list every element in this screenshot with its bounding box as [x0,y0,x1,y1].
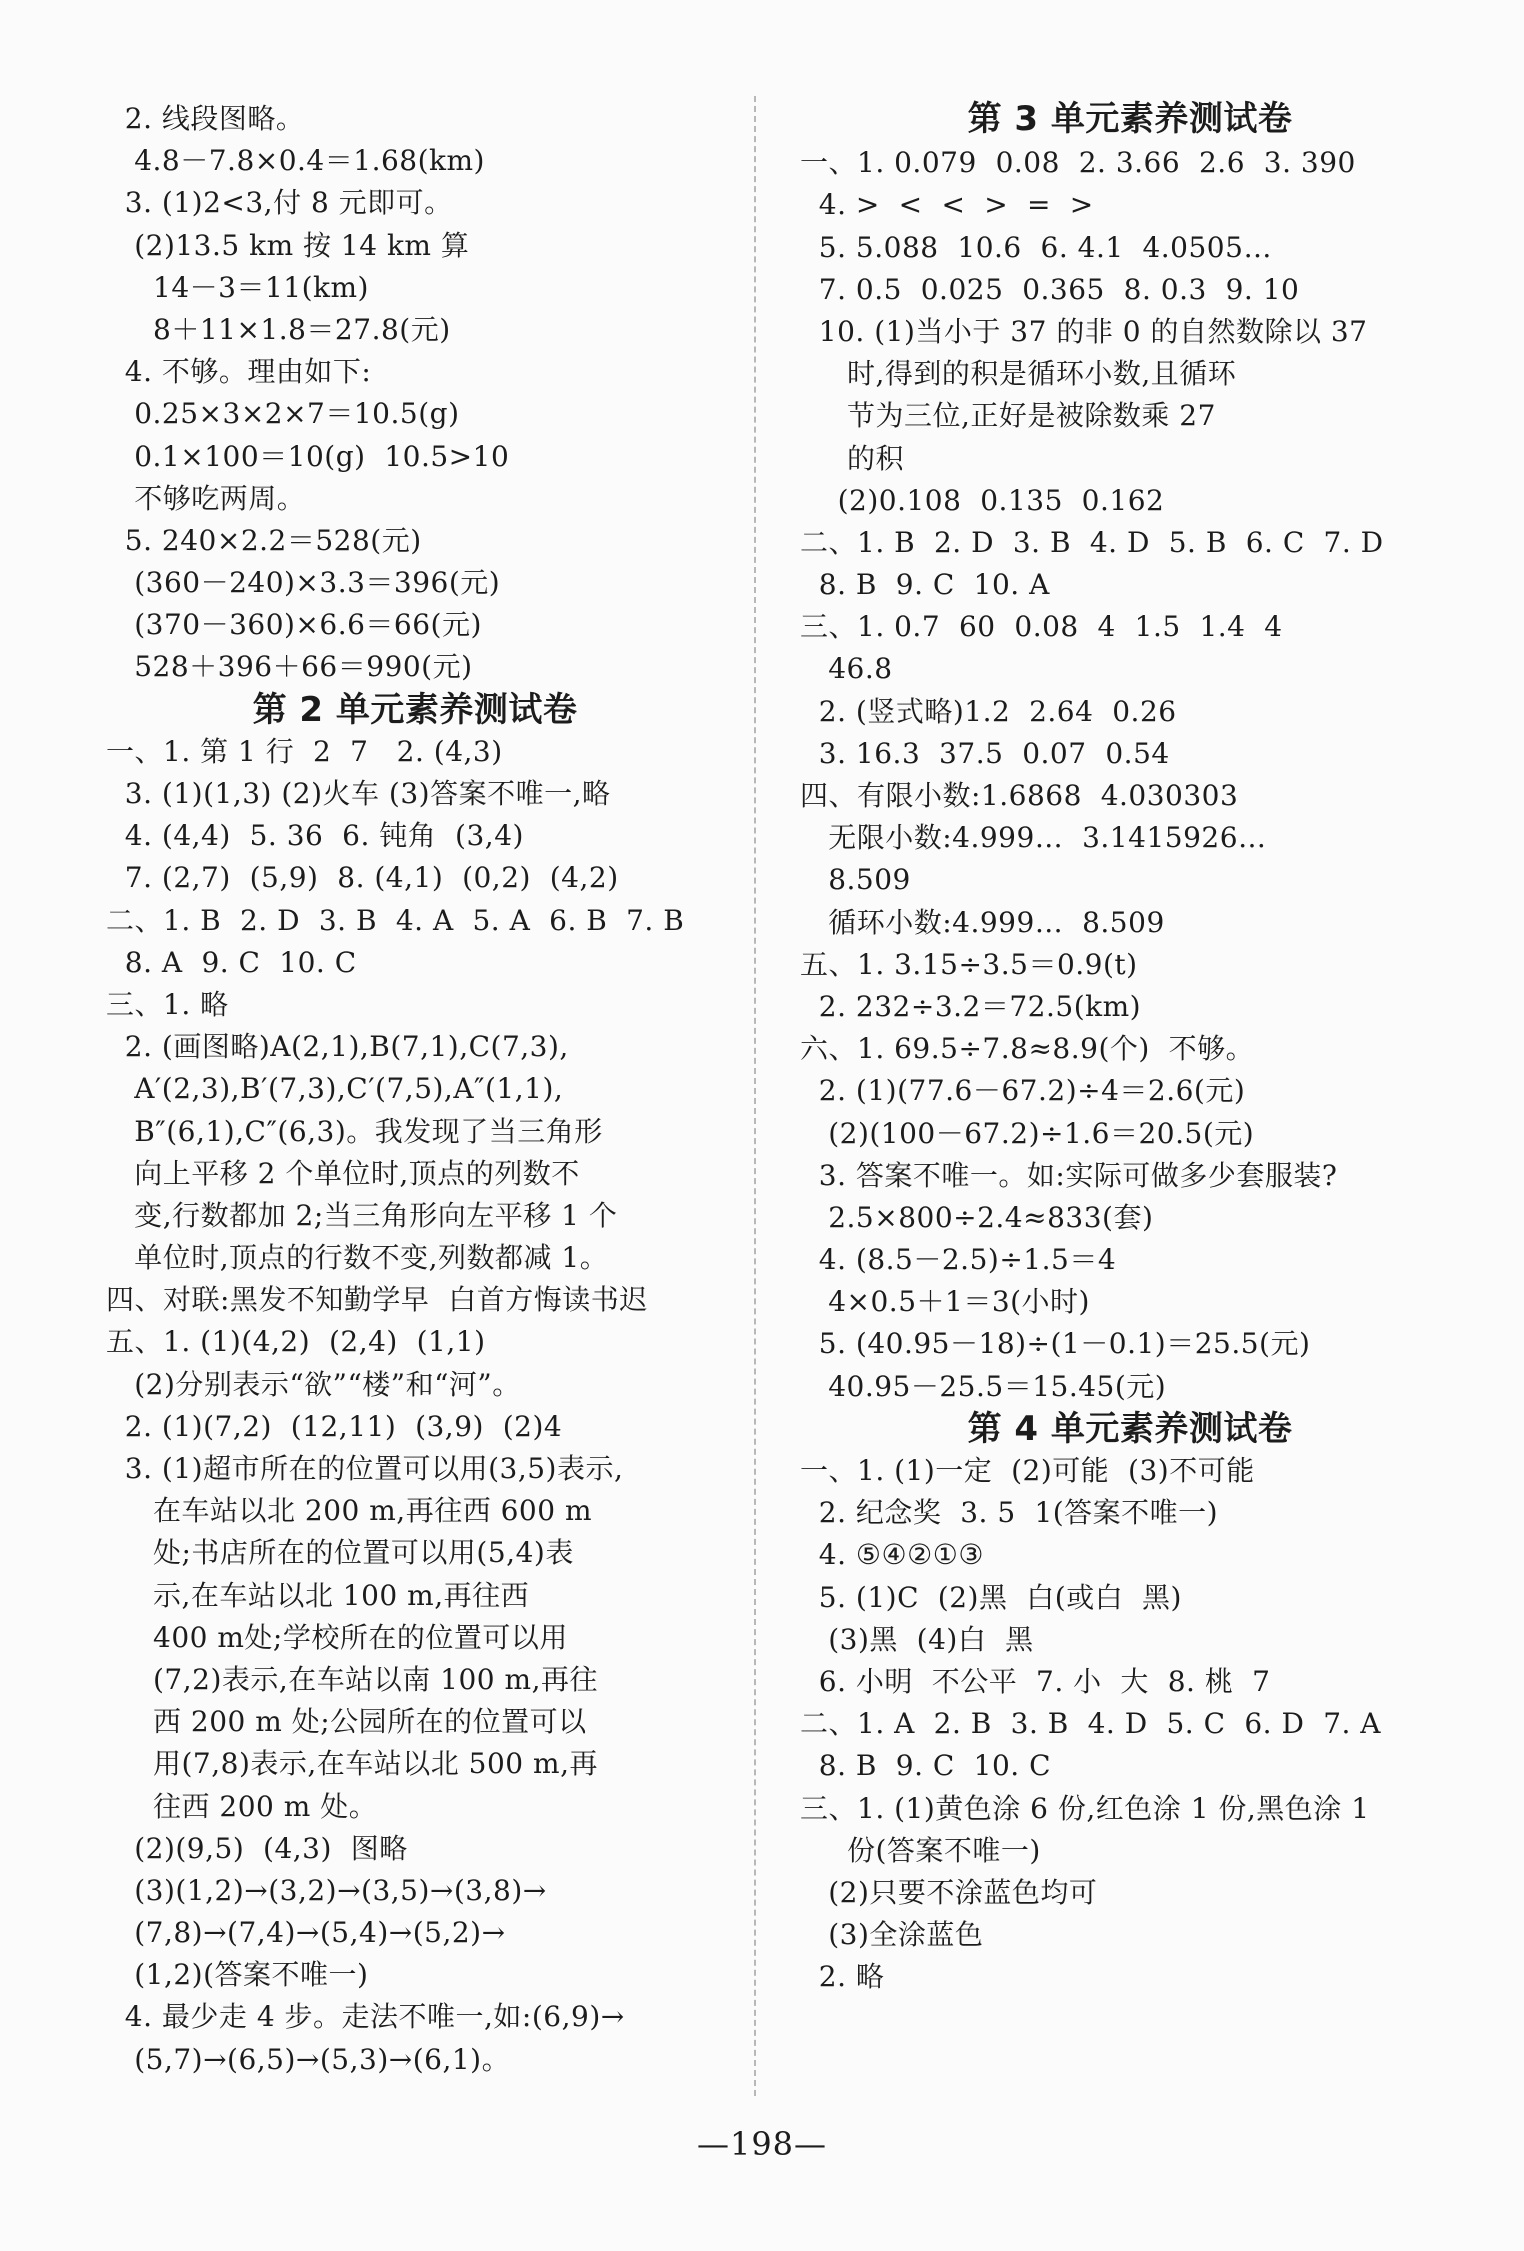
answer-line: 一、1. (1)一定 (2)可能 (3)不可能 [800,1454,1255,1487]
answer-line: (5,7)→(6,5)→(5,3)→(6,1)。 [106,2042,511,2076]
answer-line: 五、1. 3.15÷3.5＝0.9(t) [800,947,1138,981]
answer-line: (2)13.5 km 按 14 km 算 [106,228,470,262]
answer-line: 单位时,顶点的行数不变,列数都减 1。 [106,1241,609,1275]
answer-line: 2. 略 [800,1960,885,1994]
answer-line: (2)分别表示“欲”“楼”和“河”。 [106,1367,521,1401]
answer-line: 528＋396＋66＝990(元) [106,650,473,684]
answer-line: 三、1. 0.7 60 0.08 4 1.5 1.4 4 [800,610,1283,644]
answer-line: (7,2)表示,在车站以南 100 m,再往 [106,1662,598,1696]
answer-line: 46.8 [800,652,893,686]
answer-line: 无限小数:4.999… 3.1415926… [800,821,1267,855]
answer-line: 五、1. (1)(4,2) (2,4) (1,1) [106,1325,486,1359]
answer-line: 四、对联:黑发不知勤学早 白首方悔读书迟 [106,1283,648,1317]
column-divider [754,96,756,2096]
answer-line: 14－3＝11(km) [106,270,369,304]
answer-line: (370－360)×6.6＝66(元) [106,608,482,642]
answer-line: 3. (1)(1,3) (2)火车 (3)答案不唯一,略 [106,777,611,810]
answer-line: 5. (1)C (2)黑 白(或白 黑) [800,1580,1182,1614]
answer-line: (3)全涂蓝色 [800,1918,984,1952]
answer-line: (1,2)(答案不唯一) [106,1958,369,1992]
answer-line: 4. 最少走 4 步。走法不唯一,如:(6,9)→ [106,2000,625,2034]
answer-line: 4. > < < > = > [800,188,1094,222]
answer-line: 2. (竖式略)1.2 2.64 0.26 [800,694,1177,728]
answer-line: 节为三位,正好是被除数乘 27 [800,399,1216,433]
answer-line: 2.5×800÷2.4≈833(套) [800,1200,1154,1234]
answer-line: 份(答案不唯一) [800,1833,1041,1867]
answer-line: 0.1×100＝10(g) 10.5>10 [106,439,510,473]
answer-line: (7,8)→(7,4)→(5,4)→(5,2)→ [106,1916,506,1950]
answer-line: B″(6,1),C″(6,3)。我发现了当三角形 [106,1114,603,1148]
section-title: 第 4 单元素养测试卷 [967,1408,1293,1449]
answer-line: 3. 答案不唯一。如:实际可做多少套服装? [800,1158,1338,1192]
answer-line: 8. B 9. C 10. C [800,1749,1051,1783]
answer-line: 往西 200 m 处。 [106,1789,378,1823]
answer-line: (2)0.108 0.135 0.162 [800,483,1165,517]
answer-line: 时,得到的积是循环小数,且循环 [800,357,1237,391]
answer-line: 3. (1)超市所在的位置可以用(3,5)表示, [106,1452,624,1485]
answer-line: 在车站以北 200 m,再往西 600 m [106,1494,592,1528]
answer-line: 8.509 [800,863,911,897]
answer-line: 4. 不够。理由如下: [106,355,372,389]
answer-line: 二、1. B 2. D 3. B 4. D 5. B 6. C 7. D [800,525,1384,559]
answer-line: 一、1. 0.079 0.08 2. 3.66 2.6 3. 390 [800,146,1356,180]
answer-line: 4. (4,4) 5. 36 6. 钝角 (3,4) [106,819,524,853]
answer-line: (3)黑 (4)白 黑 [800,1622,1034,1656]
answer-line: 4. ⑤④②①③ [800,1538,984,1572]
answer-line: 7. (2,7) (5,9) 8. (4,1) (0,2) (4,2) [106,861,619,895]
answer-line: 西 200 m 处;公园所在的位置可以 [106,1705,587,1739]
answer-line: 示,在车站以北 100 m,再往西 [106,1578,530,1612]
answer-line: (2)只要不涂蓝色均可 [800,1875,1098,1909]
left-column [106,98,724,2081]
answer-line: 6. 小明 不公平 7. 小 大 8. 桃 7 [800,1664,1271,1698]
answer-line: (2)(9,5) (4,3) 图略 [106,1831,408,1865]
answer-line: 2. 纪念奖 3. 5 1(答案不唯一) [800,1496,1219,1530]
answer-line: (3)(1,2)→(3,2)→(3,5)→(3,8)→ [106,1873,547,1907]
answer-line: 8. A 9. C 10. C [106,945,357,979]
answer-line: 2. (画图略)A(2,1),B(7,1),C(7,3), [106,1030,569,1064]
answer-line: 5. 5.088 10.6 6. 4.1 4.0505… [800,230,1272,264]
answer-line: 2. (1)(7,2) (12,11) (3,9) (2)4 [106,1409,563,1443]
section-title: 第 2 单元素养测试卷 [252,689,578,730]
answer-line: 六、1. 69.5÷7.8≈8.9(个) 不够。 [800,1032,1255,1066]
answer-line: 不够吃两周。 [106,481,306,515]
answer-line: 二、1. A 2. B 3. B 4. D 5. C 6. D 7. A [800,1707,1382,1741]
answer-line: 2. 232÷3.2＝72.5(km) [800,989,1142,1023]
answer-line: 的积 [800,441,905,475]
answer-line: 四、有限小数:1.6868 4.030303 [800,779,1239,812]
answer-line: 一、1. 第 1 行 2 7 2. (4,3) [106,734,503,768]
answer-line: 三、1. (1)黄色涂 6 份,红色涂 1 份,黑色涂 1 [800,1791,1370,1825]
answer-line: 400 m处;学校所在的位置可以用 [106,1620,568,1654]
answer-line: 变,行数都加 2;当三角形向左平移 1 个 [106,1198,618,1232]
page-number: —198— [696,2125,828,2163]
answer-line: 10. (1)当小于 37 的非 0 的自然数除以 37 [800,314,1368,348]
answer-line: 4×0.5＋1＝3(小时) [800,1285,1090,1319]
section-title: 第 3 单元素养测试卷 [967,99,1293,139]
answer-line: 二、1. B 2. D 3. B 4. A 5. A 6. B 7. B [106,903,685,937]
answer-line: 4.8－7.8×0.4＝1.68(km) [106,144,485,178]
answer-line: A′(2,3),B′(7,3),C′(7,5),A″(1,1), [106,1072,564,1106]
answer-line: 5. 240×2.2＝528(元) [106,523,422,557]
answer-line: 40.95－25.5＝15.45(元) [800,1369,1167,1403]
answer-line: 5. (40.95－18)÷(1－0.1)＝25.5(元) [800,1327,1311,1361]
answer-line: 8. B 9. C 10. A [800,568,1050,602]
answer-line: (2)(100－67.2)÷1.6＝20.5(元) [800,1116,1255,1150]
answer-line: 3. (1)2<3,付 8 元即可。 [106,186,453,220]
answer-line: 向上平移 2 个单位时,顶点的列数不 [106,1156,580,1190]
answer-line: 2. (1)(77.6－67.2)÷4＝2.6(元) [800,1074,1246,1108]
answer-line: 3. 16.3 37.5 0.07 0.54 [800,736,1170,770]
answer-line: 2. 线段图略。 [106,102,305,135]
answer-line: 用(7,8)表示,在车站以北 500 m,再 [106,1747,598,1781]
answer-line: 8＋11×1.8＝27.8(元) [106,312,451,346]
answer-line: 三、1. 略 [106,987,229,1021]
right-column [800,98,1460,1998]
answer-line: 循环小数:4.999… 8.509 [800,905,1165,939]
answer-line: 0.25×3×2×7＝10.5(g) [106,397,460,431]
answer-line: 7. 0.5 0.025 0.365 8. 0.3 9. 10 [800,272,1300,306]
answer-line: (360－240)×3.3＝396(元) [106,566,501,600]
answer-line: 处;书店所在的位置可以用(5,4)表 [106,1536,574,1570]
answer-line: 4. (8.5－2.5)÷1.5＝4 [800,1243,1117,1277]
